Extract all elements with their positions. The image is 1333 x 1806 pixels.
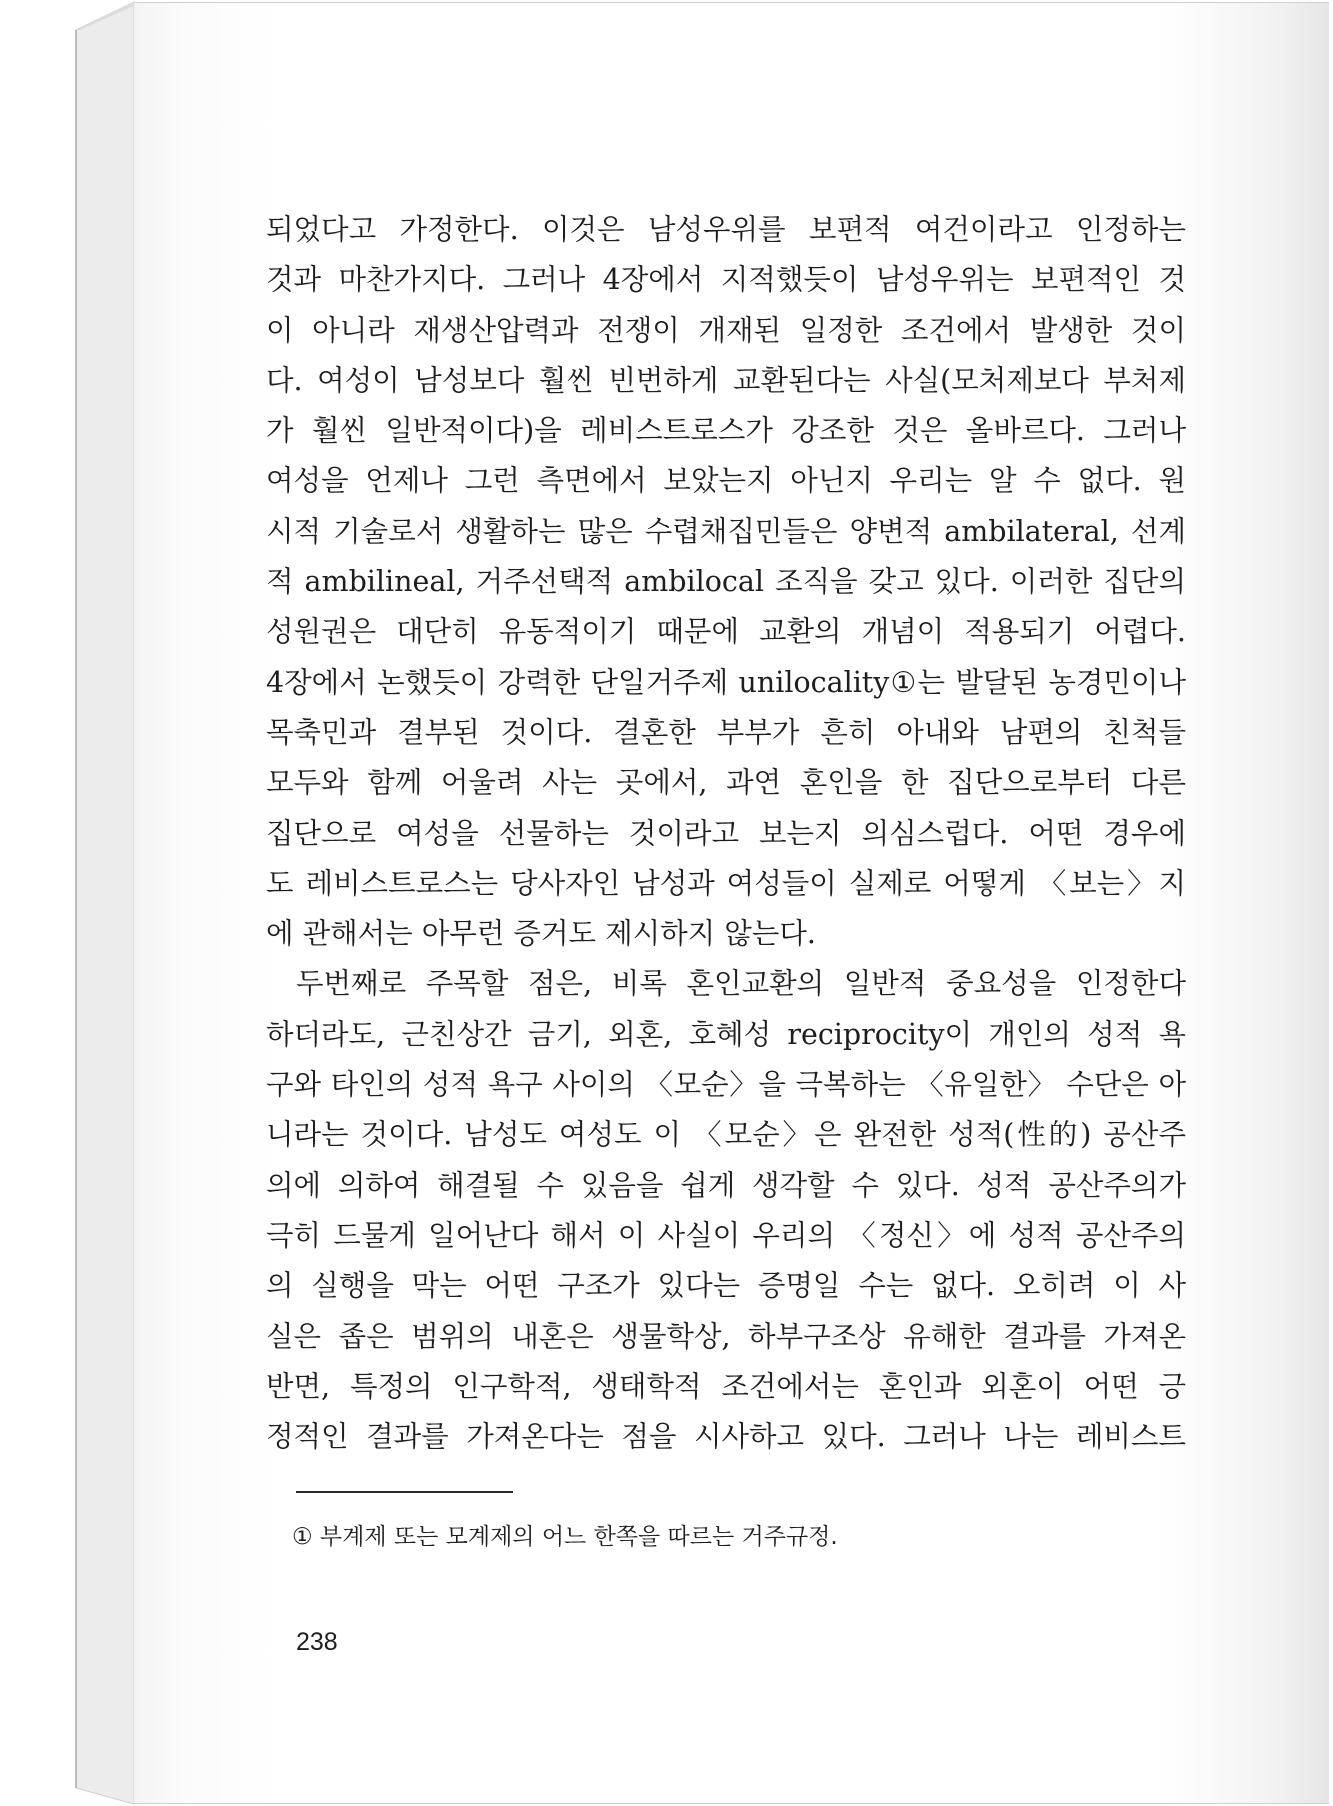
text-line: 시적 기술로서 생활하는 많은 수렵채집민들은 양변적 ambilateral, 선계 bbox=[266, 514, 1186, 548]
text-line: 가 훨씬 일반적이다)을 레비스트로스가 강조한 것은 올바르다. 그러나 bbox=[266, 414, 1186, 448]
text-line: 극히 드물게 일어난다 해서 이 사실이 우리의 〈정신〉에 성적 공산주의 bbox=[266, 1218, 1186, 1252]
text-line: 적 ambilineal, 거주선택적 ambilocal 조직을 갖고 있다. 이러한 집단의 bbox=[266, 565, 1186, 599]
footnote: ① 부계제 또는 모계제의 어느 한쪽을 따르는 거주규정. bbox=[292, 1524, 838, 1550]
text-line: 실은 좁은 범위의 내혼은 생물학상, 하부구조상 유해한 결과를 가져온 bbox=[266, 1319, 1186, 1353]
page-number: 238 bbox=[296, 1628, 338, 1656]
text-line: 니라는 것이다. 남성도 여성도 이 〈모순〉은 완전한 성적(性的) 공산주 bbox=[266, 1118, 1186, 1152]
text-line: 모두와 함께 어울려 사는 곳에서, 과연 혼인을 한 집단으로부터 다른 bbox=[266, 766, 1186, 800]
text-line: 두번째로 주목할 점은, 비록 혼인교환의 일반적 중요성을 인정한다 bbox=[296, 967, 1186, 1001]
text-line: 집단으로 여성을 선물하는 것이라고 보는지 의심스럽다. 어떤 경우에 bbox=[266, 816, 1186, 850]
body-text bbox=[266, 205, 1186, 1462]
text-line: 4장에서 논했듯이 강력한 단일거주제 unilocality①는 발달된 농경민이나 bbox=[266, 665, 1186, 699]
text-line: 도 레비스트로스는 당사자인 남성과 여성들이 실제로 어떻게 〈보는〉지 bbox=[266, 866, 1186, 900]
text-line: 정적인 결과를 가져온다는 점을 시사하고 있다. 그러나 나는 레비스트 bbox=[266, 1420, 1186, 1454]
text-line: 이 아니라 재생산압력과 전쟁이 개재된 일정한 조건에서 발생한 것이 bbox=[266, 313, 1186, 347]
text-line: 구와 타인의 성적 욕구 사이의 〈모순〉을 극복하는 〈유일한〉 수단은 아 bbox=[266, 1068, 1186, 1102]
text-line: 의 실행을 막는 어떤 구조가 있다는 증명일 수는 없다. 오히려 이 사 bbox=[266, 1269, 1186, 1303]
text-line: 목축민과 결부된 것이다. 결혼한 부부가 흔히 아내와 남편의 친척들 bbox=[266, 715, 1186, 749]
text-line: 의에 의하여 해결될 수 있음을 쉽게 생각할 수 있다. 성적 공산주의가 bbox=[266, 1168, 1186, 1202]
text-line: 다. 여성이 남성보다 훨씬 빈번하게 교환된다는 사실(모처제보다 부처제 bbox=[266, 363, 1186, 397]
footnote-divider bbox=[296, 1491, 513, 1493]
text-line: 성원권은 대단히 유동적이기 때문에 교환의 개념이 적용되기 어렵다. bbox=[266, 615, 1186, 649]
text-line: 여성을 언제나 그런 측면에서 보았는지 아닌지 우리는 알 수 없다. 원 bbox=[266, 464, 1186, 498]
text-line: 하더라도, 근친상간 금기, 외혼, 호혜성 reciprocity이 개인의 성적 욕 bbox=[266, 1017, 1186, 1051]
text-line: 에 관해서는 아무런 증거도 제시하지 않는다. bbox=[266, 917, 816, 951]
text-line: 것과 마찬가지다. 그러나 4장에서 지적했듯이 남성우위는 보편적인 것 bbox=[266, 263, 1186, 297]
text-line: 되었다고 가정한다. 이것은 남성우위를 보편적 여건이라고 인정하는 bbox=[266, 213, 1186, 246]
text-line: 반면, 특정의 인구학적, 생태학적 조건에서는 혼인과 외혼이 어떤 긍 bbox=[266, 1369, 1186, 1403]
